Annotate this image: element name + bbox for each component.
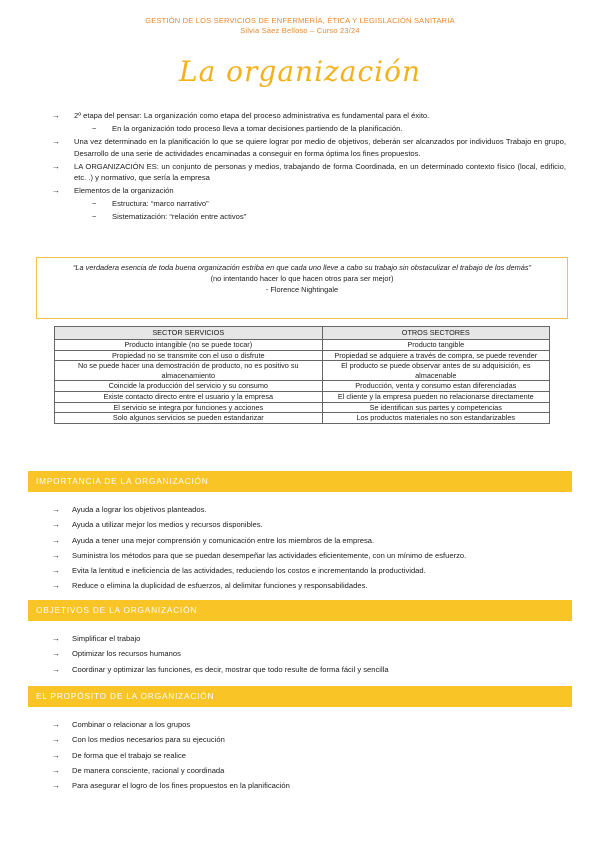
list-item	[52, 633, 572, 645]
list-subitem	[52, 198, 566, 210]
list-item-text: Sistematización: “relación entre activos”	[112, 212, 247, 221]
arrow-icon: →	[52, 781, 60, 791]
arrow-icon: →	[52, 111, 60, 120]
quote-note: (no intentando hacer lo que hacen otros para ser mejor)	[210, 274, 394, 283]
dash-icon: −	[92, 212, 97, 221]
section-heading-proposito: EL PROPÓSITO DE LA ORGANIZACIÓN	[28, 686, 572, 707]
arrow-icon: →	[52, 634, 60, 643]
arrow-icon: →	[52, 720, 60, 729]
list-item-text: Evita la lentitud e ineficiencia de las actividades, reduciendo los costos e incrementando la productividad.	[72, 566, 426, 576]
table-cell: Propiedad no se transmite con el uso o disfrute	[55, 350, 323, 361]
list-item	[52, 550, 572, 562]
table-cell: Producto intangible (no se puede tocar)	[55, 340, 323, 351]
table-row	[55, 413, 550, 424]
list-item-text: Ayuda a tener una mejor comprensión y comunicación entre los miembros de la empresa.	[72, 535, 375, 545]
proposito-list	[52, 719, 572, 795]
list-item-text: Coordinar y optimizar las funciones, es decir, mostrar que todo resulte de forma fácil y sencilla	[72, 664, 389, 674]
list-item-text: De forma que el trabajo se realice	[72, 750, 186, 760]
arrow-icon: →	[52, 161, 60, 171]
list-item	[52, 161, 566, 184]
section-heading-objetivos: OBJETIVOS DE LA ORGANIZACIÓN	[28, 600, 572, 621]
arrow-icon: →	[52, 765, 60, 775]
table-row	[55, 350, 550, 361]
list-item-text: En la organización todo proceso lleva a tomar decisiones partiendo de la planificación.	[112, 124, 403, 133]
arrow-icon: →	[52, 186, 60, 195]
list-item-text: Elementos de la organización	[74, 186, 174, 195]
table-cell: Coincide la producción del servicio y su consumo	[55, 381, 323, 392]
list-item	[52, 664, 572, 676]
list-item-text: Ayuda a utilizar mejor los medios y recursos disponibles.	[72, 520, 263, 530]
table-row	[55, 361, 550, 381]
table-cell: Propiedad se adquiere a través de compra, se puede revender	[322, 350, 549, 361]
list-item	[52, 110, 566, 122]
page-title: La organización	[178, 55, 421, 88]
table-cell: Solo algunos servicios se pueden estandarizar	[55, 413, 323, 424]
dash-icon: −	[92, 199, 97, 208]
table-cell: Producción, venta y consumo estan diferenciadas	[322, 381, 549, 392]
list-item-text: Combinar o relacionar a los grupos	[72, 720, 191, 729]
intro-list	[52, 110, 566, 224]
list-subitem	[52, 123, 566, 135]
list-item-text: Optimizar los recursos humanos	[72, 649, 181, 659]
table-cell: Existe contacto directo entre el usuario y la empresa	[55, 391, 323, 402]
arrow-icon: →	[52, 581, 60, 591]
dash-icon: −	[92, 124, 97, 133]
quote-author: - Florence Nightingale	[265, 285, 339, 294]
list-item-text: Simplificar el trabajo	[72, 634, 141, 643]
list-subitem	[52, 211, 566, 223]
arrow-icon: →	[52, 535, 60, 545]
list-item-text: Con los medios necesarios para su ejecución	[72, 735, 225, 745]
list-item-text: Para asegurar el logro de los fines propuestos en la planificación	[72, 781, 290, 791]
list-item-text: Ayuda a lograr los objetivos planteados.	[72, 505, 207, 514]
objetivos-list	[52, 633, 572, 679]
list-item	[52, 519, 572, 531]
list-item-text: Una vez determinado en la planificación lo que se quiere lograr por medio de objetivos, deberán ser alcanzados por individuos Trabajo en grupo, Desarrollo de una serie de actividades encaminadas a conseguir en forma óptima los fines propuestos.	[74, 137, 566, 158]
section-heading-importancia: IMPORTANCIA DE LA ORGANIZACIÓN	[28, 471, 572, 492]
table-cell: Los productos materiales no son estandarizables	[322, 413, 549, 424]
header-course-title: GESTIÓN DE LOS SERVICIOS DE ENFERMERÍA, ÉTICA Y LEGISLACIÓN SANITARIA	[145, 16, 455, 25]
list-item	[52, 136, 566, 159]
table-cell: El producto se puede observar antes de su adquisición, es almacenable	[322, 361, 549, 381]
table-cell: Se identifican sus partes y competencias	[322, 402, 549, 413]
arrow-icon: →	[52, 750, 60, 760]
list-item-text: Estructura: “marco narrativo”	[112, 199, 209, 208]
list-item	[52, 750, 572, 762]
arrow-icon: →	[52, 137, 60, 146]
table-row	[55, 402, 550, 413]
list-item	[52, 719, 572, 731]
list-item	[52, 648, 572, 660]
list-item-text: Reduce o elimina la duplicidad de esfuerzos, al delimitar funciones y responsabilidades.	[72, 581, 368, 591]
column-header-otros: OTROS SECTORES	[322, 327, 549, 340]
arrow-icon: →	[52, 566, 60, 576]
list-item	[52, 765, 572, 777]
document-header	[0, 0, 600, 36]
table-cell: Producto tangible	[322, 340, 549, 351]
list-item	[52, 185, 566, 197]
quote-box	[36, 257, 568, 319]
column-header-servicios: SECTOR SERVICIOS	[55, 327, 323, 340]
arrow-icon: →	[52, 735, 60, 745]
arrow-icon: →	[52, 520, 60, 530]
table-row	[55, 381, 550, 392]
arrow-icon: →	[52, 664, 60, 674]
table-cell: No se puede hacer una demostración de producto, no es positivo su almacenamiento	[55, 361, 323, 381]
table-row	[55, 391, 550, 402]
list-item-text: Suministra los métodos para que se puedan desempeñar las actividades eficientemente, con un mínimo de esfuerzo.	[72, 550, 467, 560]
table-row	[55, 340, 550, 351]
importancia-list	[52, 504, 572, 596]
arrow-icon: →	[52, 649, 60, 659]
list-item-text: De manera consciente, racional y coordinada	[72, 765, 225, 775]
table-cell: El cliente y la empresa pueden no relacionarse directamente	[322, 391, 549, 402]
table-cell: El servicio se integra por funciones y acciones	[55, 402, 323, 413]
list-item	[52, 535, 572, 547]
table-header-row	[55, 327, 550, 340]
list-item	[52, 780, 572, 792]
list-item	[52, 734, 572, 746]
quote-text: “La verdadera esencia de toda buena organización estriba en que cada uno lleve a cabo su trabajo sin obstaculizar el trabajo de los demás”	[72, 263, 532, 272]
list-item	[52, 504, 572, 516]
list-item	[52, 580, 572, 592]
comparison-table	[54, 326, 550, 424]
list-item	[52, 565, 572, 577]
header-author: Silvia Sáez Belloso – Curso 23/24	[240, 26, 360, 35]
arrow-icon: →	[52, 550, 60, 560]
arrow-icon: →	[52, 505, 60, 514]
list-item-text: LA ORGANIZACIÓN ES: un conjunto de personas y medios, trabajando de forma Coordinada, en un determinado contexto físico (local, edificio, etc. .) y normativo, que sería la empresa	[74, 161, 566, 182]
list-item-text: 2º etapa del pensar: La organización como etapa del proceso administrativa es fundamental para el éxito.	[74, 111, 430, 120]
